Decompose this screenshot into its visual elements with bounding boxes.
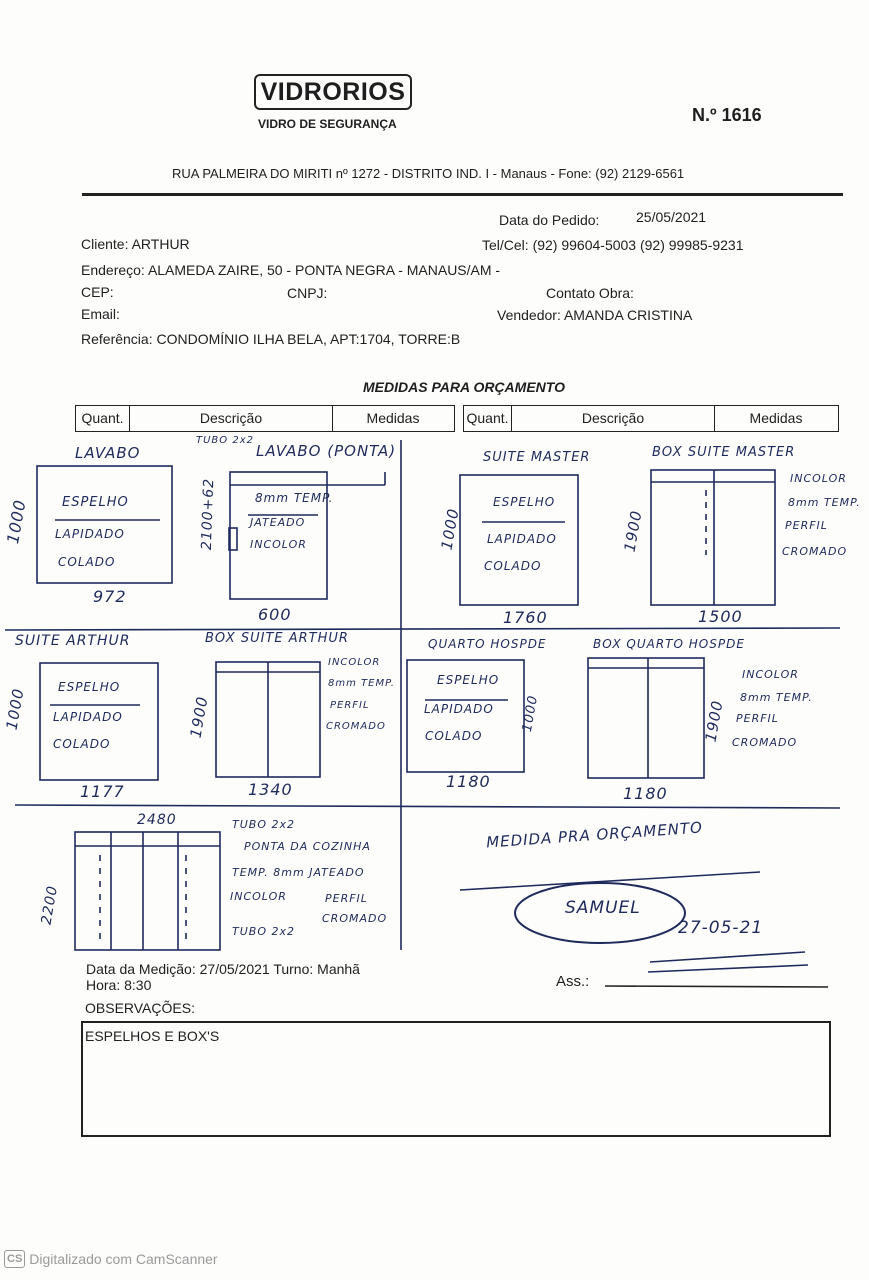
box-suite-master-outline — [651, 470, 775, 605]
quarto-hospede-line1: ESPELHO — [437, 673, 500, 687]
cozinha-outline — [75, 832, 220, 950]
lavabo-height: 1000 — [3, 497, 30, 546]
measurement-date: Data da Medição: 27/05/2021 Turno: Manhã — [86, 961, 360, 977]
lavabo-line3: COLADO — [58, 555, 116, 569]
suite-arthur-line1: ESPELHO — [58, 680, 121, 694]
lavabo-line2: LAPIDADO — [55, 527, 125, 541]
signature: SAMUEL — [565, 898, 641, 918]
box-suite-arthur-line3: PERFIL — [330, 700, 370, 711]
lavabo-ponta-tubo: TUBO 2x2 — [196, 435, 254, 446]
box-quarto-hospede-height: 1900 — [701, 698, 727, 744]
cozinha-line4: PERFIL — [325, 892, 368, 905]
cozinha-tubo-bottom: TUBO 2x2 — [232, 925, 295, 938]
lavabo-line1: ESPELHO — [62, 495, 129, 510]
quarto-hospede-width: 1180 — [446, 772, 491, 791]
suite-master-height: 1000 — [437, 506, 463, 552]
camscanner-icon: CS — [4, 1250, 25, 1268]
suite-master-width: 1760 — [503, 608, 548, 627]
signature-label: Ass.: — [556, 973, 590, 990]
grid-hline-1 — [5, 628, 840, 630]
box-quarto-hospede-line1: INCOLOR — [742, 668, 799, 681]
quarto-hospede-line2: LAPIDADO — [424, 702, 494, 716]
seller-name: Vendedor: AMANDA CRISTINA — [497, 307, 693, 323]
suite-master-line3: COLADO — [484, 559, 542, 573]
cozinha-line5: CROMADO — [322, 912, 388, 925]
budget-note: MEDIDA PRA ORÇAMENTO — [485, 818, 704, 852]
box-suite-master-line1: INCOLOR — [790, 472, 847, 485]
suite-arthur-line3: COLADO — [53, 737, 111, 751]
cozinha-line3: INCOLOR — [230, 890, 287, 903]
signature-date: 27-05-21 — [678, 918, 764, 938]
box-quarto-hospede-outline — [588, 658, 704, 778]
suite-master-label: SUITE MASTER — [483, 450, 591, 465]
box-quarto-hospede-line2: 8mm TEMP. — [740, 691, 813, 704]
cozinha-width: 2480 — [137, 812, 177, 828]
box-quarto-hospede-width: 1180 — [623, 784, 668, 803]
box-suite-arthur-line4: CROMADO — [326, 721, 386, 732]
client-phone: Tel/Cel: (92) 99604-5003 (92) 99985-9231 — [482, 237, 744, 253]
logo-subtitle: VIDRO DE SEGURANÇA — [258, 117, 397, 131]
camscanner-text: Digitalizado com CamScanner — [29, 1251, 218, 1267]
box-suite-master-width: 1500 — [698, 607, 743, 626]
quarto-hospede-label: QUARTO HOSPDE — [428, 637, 547, 651]
contact-label: Contato Obra: — [546, 285, 634, 301]
client-name: Cliente: ARTHUR — [81, 236, 190, 252]
header-medidas: Medidas — [366, 410, 420, 426]
header-descricao-2: Descrição — [512, 406, 715, 431]
observations-text: ESPELHOS E BOX'S — [85, 1028, 220, 1044]
box-suite-master-line3: PERFIL — [785, 519, 828, 532]
suite-arthur-line2: LAPIDADO — [53, 710, 123, 724]
client-address: Endereço: ALAMEDA ZAIRE, 50 - PONTA NEGRA - MANAUS/AM - — [81, 262, 501, 278]
box-suite-master-height: 1900 — [620, 508, 646, 554]
camscanner-watermark — [4, 1250, 218, 1268]
lavabo-ponta-line3: INCOLOR — [250, 538, 307, 551]
header-medidas-2: Medidas — [749, 410, 803, 426]
box-quarto-hospede-label: BOX QUARTO HOSPDE — [593, 637, 745, 651]
box-suite-master-line2: 8mm TEMP. — [788, 496, 861, 509]
lavabo-label: LAVABO — [75, 444, 141, 462]
quarto-hospede-line3: COLADO — [425, 729, 483, 743]
header-quant: Quant. — [76, 406, 130, 431]
suite-master-line2: LAPIDADO — [487, 532, 557, 546]
cozinha-tubo-top: TUBO 2x2 — [232, 818, 295, 831]
box-suite-arthur-label: BOX SUITE ARTHUR — [205, 631, 349, 646]
table-title: MEDIDAS PARA ORÇAMENTO — [363, 379, 565, 395]
company-logo: VIDRORIOS — [254, 74, 412, 110]
header-descricao: Descrição — [130, 406, 333, 431]
suite-arthur-height: 1000 — [2, 686, 28, 732]
date-value: 25/05/2021 — [636, 209, 707, 225]
signature-line-1 — [650, 952, 805, 962]
grid-hline-2 — [15, 805, 840, 808]
order-number: N.º 1616 — [692, 105, 762, 125]
lavabo-ponta-label: LAVABO (PONTA) — [256, 442, 397, 460]
cozinha-height: 2200 — [38, 884, 62, 926]
lavabo-ponta-line1: 8mm TEMP. — [255, 491, 334, 505]
suite-master-line1: ESPELHO — [493, 495, 556, 509]
ass-line — [605, 986, 828, 987]
cnpj-label: CNPJ: — [287, 285, 328, 301]
box-suite-arthur-width: 1340 — [248, 780, 293, 799]
measurement-time: Hora: 8:30 — [86, 977, 152, 993]
email-label: Email: — [81, 306, 120, 322]
box-quarto-hospede-line4: CROMADO — [732, 736, 798, 749]
lavabo-width: 972 — [93, 587, 127, 606]
box-suite-arthur-line2: 8mm TEMP. — [328, 678, 395, 689]
lavabo-ponta-line2: JATEADO — [250, 516, 306, 529]
suite-arthur-width: 1177 — [80, 782, 125, 801]
note-underline — [460, 872, 760, 890]
observations-box — [81, 1021, 831, 1137]
box-suite-arthur-line1: INCOLOR — [328, 657, 381, 668]
suite-arthur-label: SUITE ARTHUR — [15, 633, 131, 649]
box-suite-master-line4: CROMADO — [782, 545, 848, 558]
reference: Referência: CONDOMÍNIO ILHA BELA, APT:1704, TORRE:B — [81, 331, 461, 347]
company-address: RUA PALMEIRA DO MIRITI nº 1272 - DISTRITO IND. I - Manaus - Fone: (92) 2129-6561 — [172, 166, 685, 181]
lavabo-ponta-width: 600 — [258, 605, 292, 624]
cozinha-line2: TEMP. 8mm JATEADO — [232, 866, 365, 879]
box-suite-master-label: BOX SUITE MASTER — [652, 445, 796, 460]
observations-label: OBSERVAÇÕES: — [85, 1000, 195, 1016]
date-label: Data do Pedido: — [499, 212, 600, 228]
box-suite-arthur-height: 1900 — [186, 694, 212, 740]
cep-label: CEP: — [81, 284, 114, 300]
box-quarto-hospede-line3: PERFIL — [736, 712, 779, 725]
lavabo-ponta-height: 2100+62 — [198, 477, 218, 551]
quarto-hospede-height: 1000 — [519, 693, 542, 734]
signature-line-2 — [648, 965, 808, 972]
header-quant-2: Quant. — [464, 406, 512, 431]
cozinha-line1: PONTA DA COZINHA — [244, 840, 371, 853]
